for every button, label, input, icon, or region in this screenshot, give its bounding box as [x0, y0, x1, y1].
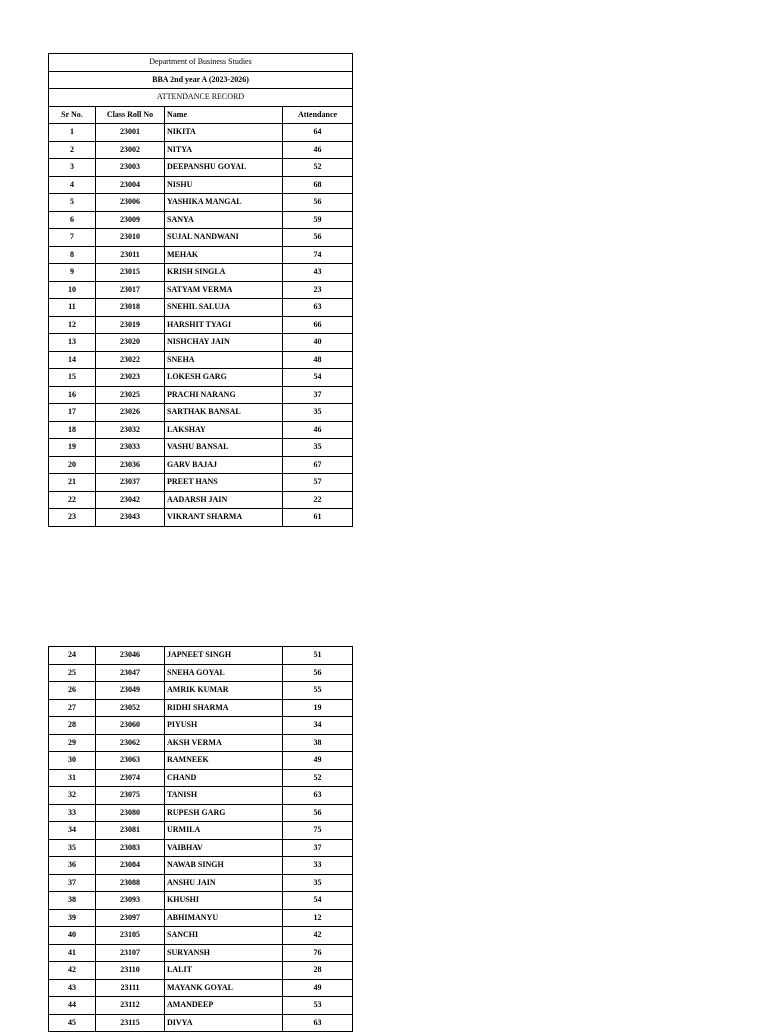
attendance-cell: 40: [283, 334, 353, 352]
roll-no-cell: 23019: [96, 316, 165, 334]
roll-no-cell: 23043: [96, 509, 165, 527]
sr-no-cell: 20: [49, 456, 96, 474]
student-name-cell: RAMNEEK: [165, 752, 283, 770]
student-name-cell: SANYA: [165, 211, 283, 229]
sr-no-cell: 12: [49, 316, 96, 334]
student-name-cell: AMANDEEP: [165, 997, 283, 1015]
roll-no-cell: 23026: [96, 404, 165, 422]
table-row: [49, 909, 353, 927]
student-name-cell: MEHAK: [165, 246, 283, 264]
student-name-cell: NIKITA: [165, 124, 283, 142]
sr-no-cell: 42: [49, 962, 96, 980]
roll-no-cell: 23001: [96, 124, 165, 142]
student-name-cell: AKSH VERMA: [165, 734, 283, 752]
student-name-cell: GARV BAJAJ: [165, 456, 283, 474]
student-name-cell: YASHIKA MANGAL: [165, 194, 283, 212]
table-row: [49, 211, 353, 229]
roll-no-cell: 23004: [96, 176, 165, 194]
attendance-cell: 48: [283, 351, 353, 369]
attendance-cell: 19: [283, 699, 353, 717]
student-name-cell: TANISH: [165, 787, 283, 805]
roll-no-cell: 23097: [96, 909, 165, 927]
student-name-cell: RIDHI SHARMA: [165, 699, 283, 717]
attendance-cell: 53: [283, 997, 353, 1015]
attendance-cell: 46: [283, 141, 353, 159]
student-name-cell: LOKESH GARG: [165, 369, 283, 387]
department-row: [49, 54, 353, 72]
sr-no-cell: 6: [49, 211, 96, 229]
attendance-cell: 52: [283, 769, 353, 787]
roll-no-cell: 23033: [96, 439, 165, 457]
table-row: [49, 316, 353, 334]
sr-no-cell: 30: [49, 752, 96, 770]
sr-no-cell: 11: [49, 299, 96, 317]
student-name-cell: SANCHI: [165, 927, 283, 945]
table-row: [49, 351, 353, 369]
roll-no-cell: 23105: [96, 927, 165, 945]
student-name-cell: PRACHI NARANG: [165, 386, 283, 404]
roll-no-cell: 23063: [96, 752, 165, 770]
table-row: [49, 491, 353, 509]
table-row: [49, 752, 353, 770]
table-row: [49, 699, 353, 717]
student-name-cell: AADARSH JAIN: [165, 491, 283, 509]
sr-no-cell: 9: [49, 264, 96, 282]
sr-no-cell: 31: [49, 769, 96, 787]
attendance-cell: 55: [283, 682, 353, 700]
sr-no-cell: 21: [49, 474, 96, 492]
attendance-table-page-1: [48, 53, 353, 527]
attendance-cell: 64: [283, 124, 353, 142]
roll-no-cell: 23032: [96, 421, 165, 439]
table-row: [49, 664, 353, 682]
roll-no-cell: 23023: [96, 369, 165, 387]
table-row: [49, 962, 353, 980]
sr-no-cell: 8: [49, 246, 96, 264]
attendance-cell: 56: [283, 229, 353, 247]
roll-no-cell: 23025: [96, 386, 165, 404]
table-row: [49, 997, 353, 1015]
roll-no-cell: 23074: [96, 769, 165, 787]
table-row: [49, 229, 353, 247]
roll-no-cell: 23022: [96, 351, 165, 369]
attendance-cell: 35: [283, 874, 353, 892]
roll-no-cell: 23010: [96, 229, 165, 247]
student-name-cell: MAYANK GOYAL: [165, 979, 283, 997]
sr-no-cell: 10: [49, 281, 96, 299]
roll-no-cell: 23088: [96, 874, 165, 892]
record-title: ATTENDANCE RECORD: [49, 89, 353, 107]
student-name-cell: SNEHA GOYAL: [165, 664, 283, 682]
attendance-table-page-2: [48, 646, 353, 1032]
student-name-cell: LAKSHAY: [165, 421, 283, 439]
attendance-cell: 51: [283, 647, 353, 665]
sr-no-cell: 2: [49, 141, 96, 159]
table-row: [49, 334, 353, 352]
student-name-cell: SUJAL NANDWANI: [165, 229, 283, 247]
student-name-cell: VIKRANT SHARMA: [165, 509, 283, 527]
student-name-cell: VAIBHAV: [165, 839, 283, 857]
sr-no-cell: 28: [49, 717, 96, 735]
table-row: [49, 839, 353, 857]
table-row: [49, 1014, 353, 1032]
roll-no-cell: 23006: [96, 194, 165, 212]
table-row: [49, 439, 353, 457]
roll-no-cell: 23011: [96, 246, 165, 264]
table-row: [49, 264, 353, 282]
table-row: [49, 386, 353, 404]
attendance-cell: 56: [283, 194, 353, 212]
student-name-cell: RUPESH GARG: [165, 804, 283, 822]
attendance-cell: 76: [283, 944, 353, 962]
roll-no-cell: 23017: [96, 281, 165, 299]
attendance-cell: 56: [283, 664, 353, 682]
table-row: [49, 944, 353, 962]
sr-no-cell: 39: [49, 909, 96, 927]
sr-no-cell: 26: [49, 682, 96, 700]
student-name-cell: PREET HANS: [165, 474, 283, 492]
attendance-cell: 42: [283, 927, 353, 945]
table-row: [49, 857, 353, 875]
col-header-sr-no: Sr No.: [49, 106, 96, 124]
roll-no-cell: 23049: [96, 682, 165, 700]
sr-no-cell: 40: [49, 927, 96, 945]
roll-no-cell: 23107: [96, 944, 165, 962]
sr-no-cell: 1: [49, 124, 96, 142]
roll-no-cell: 23084: [96, 857, 165, 875]
roll-no-cell: 23009: [96, 211, 165, 229]
roll-no-cell: 23111: [96, 979, 165, 997]
table-row: [49, 281, 353, 299]
sr-no-cell: 35: [49, 839, 96, 857]
table-row: [49, 822, 353, 840]
sr-no-cell: 36: [49, 857, 96, 875]
sr-no-cell: 4: [49, 176, 96, 194]
attendance-cell: 43: [283, 264, 353, 282]
table-row: [49, 456, 353, 474]
roll-no-cell: 23060: [96, 717, 165, 735]
student-name-cell: NAWAB SINGH: [165, 857, 283, 875]
table-row: [49, 874, 353, 892]
col-header-name: Name: [165, 106, 283, 124]
sr-no-cell: 23: [49, 509, 96, 527]
sr-no-cell: 38: [49, 892, 96, 910]
attendance-cell: 34: [283, 717, 353, 735]
student-name-cell: ABHIMANYU: [165, 909, 283, 927]
roll-no-cell: 23110: [96, 962, 165, 980]
department-title: Department of Business Studies: [49, 54, 353, 72]
roll-no-cell: 23062: [96, 734, 165, 752]
student-name-cell: DEEPANSHU GOYAL: [165, 159, 283, 177]
attendance-cell: 35: [283, 439, 353, 457]
table-row: [49, 474, 353, 492]
roll-no-cell: 23080: [96, 804, 165, 822]
sr-no-cell: 3: [49, 159, 96, 177]
attendance-cell: 37: [283, 386, 353, 404]
class-row: [49, 71, 353, 89]
roll-no-cell: 23047: [96, 664, 165, 682]
sr-no-cell: 45: [49, 1014, 96, 1032]
student-name-cell: URMILA: [165, 822, 283, 840]
roll-no-cell: 23036: [96, 456, 165, 474]
student-name-cell: ANSHU JAIN: [165, 874, 283, 892]
table-row: [49, 682, 353, 700]
sr-no-cell: 32: [49, 787, 96, 805]
sr-no-cell: 13: [49, 334, 96, 352]
attendance-cell: 33: [283, 857, 353, 875]
table-row: [49, 787, 353, 805]
sr-no-cell: 29: [49, 734, 96, 752]
roll-no-cell: 23093: [96, 892, 165, 910]
student-name-cell: NISHU: [165, 176, 283, 194]
table-row: [49, 804, 353, 822]
table-row: [49, 769, 353, 787]
table-row: [49, 421, 353, 439]
student-name-cell: SATYAM VERMA: [165, 281, 283, 299]
student-name-cell: SURYANSH: [165, 944, 283, 962]
col-header-roll-no: Class Roll No: [96, 106, 165, 124]
attendance-cell: 57: [283, 474, 353, 492]
class-title: BBA 2nd year A (2023-2026): [49, 71, 353, 89]
attendance-cell: 75: [283, 822, 353, 840]
attendance-cell: 54: [283, 892, 353, 910]
attendance-cell: 74: [283, 246, 353, 264]
student-name-cell: PIYUSH: [165, 717, 283, 735]
sr-no-cell: 7: [49, 229, 96, 247]
roll-no-cell: 23081: [96, 822, 165, 840]
student-name-cell: KHUSHI: [165, 892, 283, 910]
sr-no-cell: 43: [49, 979, 96, 997]
table-row: [49, 927, 353, 945]
student-name-cell: KRISH SINGLA: [165, 264, 283, 282]
student-name-cell: SNEHA: [165, 351, 283, 369]
table-row: [49, 159, 353, 177]
roll-no-cell: 23002: [96, 141, 165, 159]
table-row: [49, 176, 353, 194]
student-name-cell: NISHCHAY JAIN: [165, 334, 283, 352]
student-name-cell: AMRIK KUMAR: [165, 682, 283, 700]
roll-no-cell: 23075: [96, 787, 165, 805]
attendance-cell: 23: [283, 281, 353, 299]
attendance-cell: 54: [283, 369, 353, 387]
sr-no-cell: 33: [49, 804, 96, 822]
attendance-cell: 63: [283, 787, 353, 805]
sr-no-cell: 25: [49, 664, 96, 682]
roll-no-cell: 23037: [96, 474, 165, 492]
col-header-attendance: Attendance: [283, 106, 353, 124]
sr-no-cell: 16: [49, 386, 96, 404]
attendance-cell: 66: [283, 316, 353, 334]
sr-no-cell: 34: [49, 822, 96, 840]
table-row: [49, 369, 353, 387]
student-name-cell: LALIT: [165, 962, 283, 980]
attendance-cell: 22: [283, 491, 353, 509]
roll-no-cell: 23042: [96, 491, 165, 509]
student-name-cell: JAPNEET SINGH: [165, 647, 283, 665]
sr-no-cell: 14: [49, 351, 96, 369]
attendance-cell: 59: [283, 211, 353, 229]
sr-no-cell: 41: [49, 944, 96, 962]
student-name-cell: VASHU BANSAL: [165, 439, 283, 457]
attendance-cell: 56: [283, 804, 353, 822]
sr-no-cell: 27: [49, 699, 96, 717]
attendance-cell: 49: [283, 752, 353, 770]
sr-no-cell: 15: [49, 369, 96, 387]
attendance-cell: 61: [283, 509, 353, 527]
roll-no-cell: 23052: [96, 699, 165, 717]
roll-no-cell: 23018: [96, 299, 165, 317]
attendance-cell: 28: [283, 962, 353, 980]
student-name-cell: DIVYA: [165, 1014, 283, 1032]
roll-no-cell: 23015: [96, 264, 165, 282]
sr-no-cell: 37: [49, 874, 96, 892]
table-row: [49, 299, 353, 317]
roll-no-cell: 23083: [96, 839, 165, 857]
table-row: [49, 734, 353, 752]
sr-no-cell: 5: [49, 194, 96, 212]
roll-no-cell: 23020: [96, 334, 165, 352]
sr-no-cell: 17: [49, 404, 96, 422]
student-name-cell: NITYA: [165, 141, 283, 159]
sr-no-cell: 24: [49, 647, 96, 665]
attendance-cell: 63: [283, 299, 353, 317]
table-row: [49, 124, 353, 142]
attendance-cell: 46: [283, 421, 353, 439]
table-row: [49, 509, 353, 527]
sr-no-cell: 18: [49, 421, 96, 439]
table-row: [49, 647, 353, 665]
table-row: [49, 892, 353, 910]
record-title-row: [49, 89, 353, 107]
student-name-cell: CHAND: [165, 769, 283, 787]
attendance-cell: 67: [283, 456, 353, 474]
table-row: [49, 717, 353, 735]
attendance-cell: 35: [283, 404, 353, 422]
student-name-cell: HARSHIT TYAGI: [165, 316, 283, 334]
sr-no-cell: 44: [49, 997, 96, 1015]
table-row: [49, 404, 353, 422]
table-row: [49, 979, 353, 997]
column-header-row: [49, 106, 353, 124]
student-name-cell: SARTHAK BANSAL: [165, 404, 283, 422]
student-name-cell: SNEHIL SALUJA: [165, 299, 283, 317]
attendance-cell: 12: [283, 909, 353, 927]
table-row: [49, 194, 353, 212]
table-row: [49, 141, 353, 159]
roll-no-cell: 23003: [96, 159, 165, 177]
table-row: [49, 246, 353, 264]
attendance-cell: 49: [283, 979, 353, 997]
attendance-cell: 37: [283, 839, 353, 857]
roll-no-cell: 23115: [96, 1014, 165, 1032]
attendance-cell: 38: [283, 734, 353, 752]
roll-no-cell: 23112: [96, 997, 165, 1015]
sr-no-cell: 19: [49, 439, 96, 457]
roll-no-cell: 23046: [96, 647, 165, 665]
attendance-cell: 63: [283, 1014, 353, 1032]
sr-no-cell: 22: [49, 491, 96, 509]
attendance-cell: 68: [283, 176, 353, 194]
attendance-cell: 52: [283, 159, 353, 177]
